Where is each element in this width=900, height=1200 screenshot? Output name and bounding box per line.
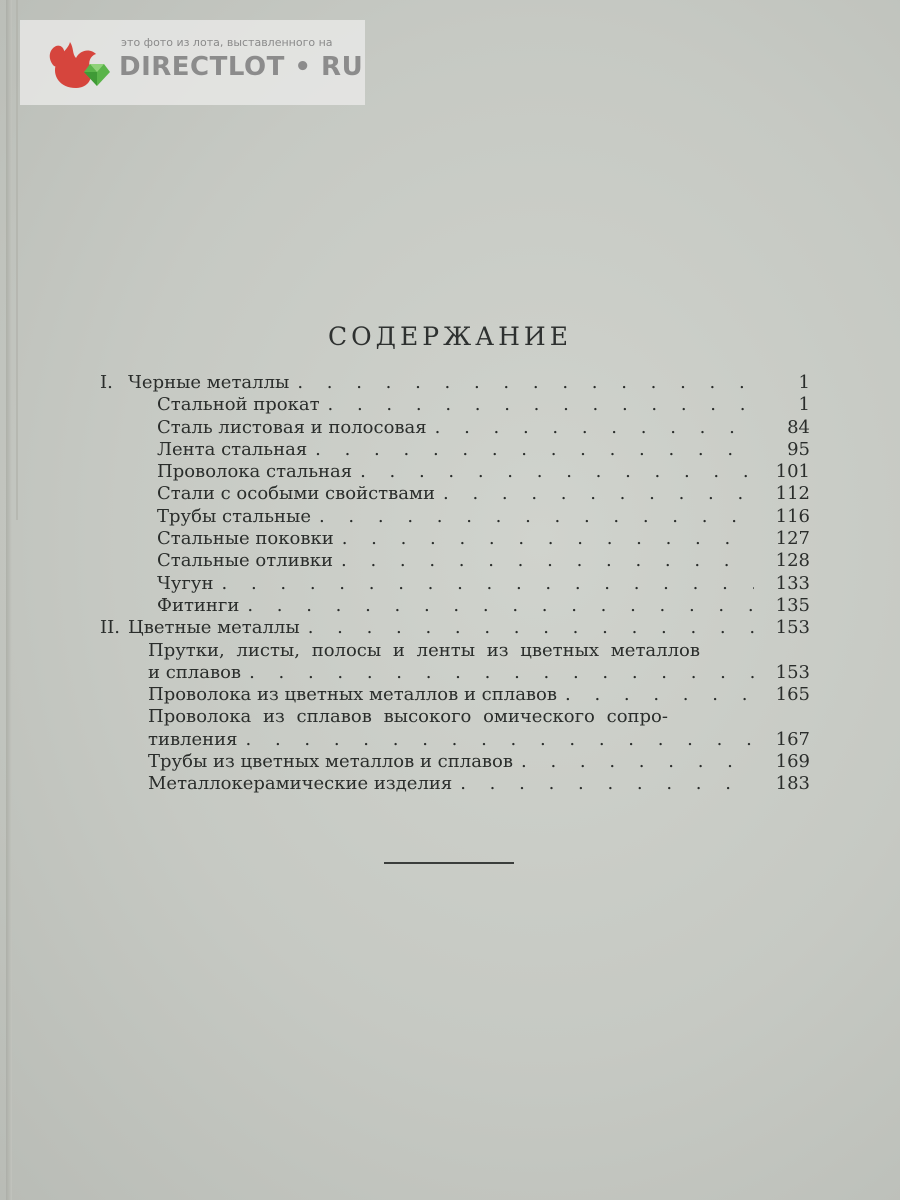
entry-label: Трубы стальные: [157, 505, 311, 527]
toc-entry: [100, 684, 810, 706]
toc-entry: [100, 483, 810, 505]
page-number: 116: [775, 505, 810, 527]
page-number: 1: [798, 372, 810, 393]
entry-label-line1: Проволока из сплавов высокого омического сопро-: [148, 706, 668, 728]
page-edge: [6, 0, 12, 1200]
leader-dots: [435, 483, 754, 505]
page-number: 183: [775, 773, 810, 795]
page-number: 84: [787, 416, 810, 438]
entry-label: Лента стальная: [157, 438, 308, 460]
toc-entry: [100, 751, 810, 773]
page-number: 167: [775, 728, 810, 750]
page-number: 112: [775, 483, 810, 505]
toc-entry: [100, 550, 810, 572]
toc-entry: [100, 506, 810, 528]
page-number: 101: [775, 461, 810, 483]
watermark-banner: [20, 20, 365, 105]
entry-label: Стальные отливки: [157, 550, 334, 572]
entry-label: Стальные поковки: [157, 528, 334, 550]
toc-section-2: [100, 617, 810, 639]
page-number: 169: [775, 751, 810, 773]
leader-dots: [307, 439, 754, 461]
leader-dots: [241, 662, 754, 684]
page-number: 153: [775, 617, 810, 639]
entry-label: Проволока из цветных металлов и сплавов: [148, 684, 558, 706]
leader-dots: [334, 528, 754, 550]
leader-dots: [333, 550, 754, 572]
entry-label: Металлокерамические изделия: [148, 773, 453, 795]
leader-dots: [452, 773, 754, 795]
leader-dots: [214, 573, 754, 595]
toc-entry: [100, 729, 810, 751]
leader-dots: [513, 751, 754, 773]
leader-dots: [352, 461, 754, 483]
leader-dots: [311, 506, 754, 528]
page-number: 165: [775, 684, 810, 706]
page-number: 95: [787, 438, 810, 460]
toc-entry: [100, 595, 810, 617]
section-number: II.: [100, 617, 120, 639]
leader-dots: [239, 595, 754, 617]
toc-section-1: [100, 372, 810, 394]
entry-label-line1: Прутки, листы, полосы и ленты из цветных металлов: [148, 639, 700, 661]
page-title: СОДЕРЖАНИЕ: [328, 322, 572, 351]
entry-label: Проволока стальная: [157, 461, 353, 483]
entry-label: Чугун: [157, 572, 214, 594]
page-number: 133: [775, 572, 810, 594]
entry-label: Стали с особыми свойствами: [157, 483, 436, 505]
section-number: I.: [100, 372, 113, 393]
section-label: Черные металлы: [128, 372, 290, 393]
toc-entry: [100, 417, 810, 439]
page-number: 128: [775, 550, 810, 572]
toc-entry: [100, 461, 810, 483]
squirrel-gem-logo-icon: [46, 36, 116, 92]
page-number: 1: [798, 394, 810, 416]
entry-label: Стальной прокат: [157, 394, 320, 416]
entry-label-line2: тивления: [148, 728, 238, 750]
leader-dots: [320, 394, 754, 416]
toc-entry: [100, 394, 810, 416]
leader-dots: [300, 617, 754, 639]
watermark-caption: это фото из лота, выставленного на: [121, 36, 333, 49]
divider-rule: [384, 862, 514, 864]
leader-dots: [289, 372, 754, 394]
toc-entry: [100, 439, 810, 461]
page-number: 127: [775, 528, 810, 550]
entry-label: Фитинги: [157, 594, 240, 616]
page-number: 135: [775, 594, 810, 616]
entry-label: Сталь листовая и полосовая: [157, 416, 427, 438]
toc-entry: [100, 773, 810, 795]
entry-label: Трубы из цветных металлов и сплавов: [148, 751, 514, 773]
entry-label-line2: и сплавов: [148, 661, 242, 683]
toc-entry: [100, 528, 810, 550]
toc-entry: [100, 662, 810, 684]
section-label: Цветные металлы: [128, 617, 300, 639]
leader-dots: [427, 417, 754, 439]
watermark-brand: DIRECTLOT • RU: [119, 52, 364, 82]
leader-dots: [557, 684, 754, 706]
page-fold-line: [16, 0, 18, 520]
leader-dots: [238, 729, 754, 751]
toc-entry: [100, 573, 810, 595]
page-number: 153: [775, 661, 810, 683]
table-of-contents: [100, 372, 810, 796]
